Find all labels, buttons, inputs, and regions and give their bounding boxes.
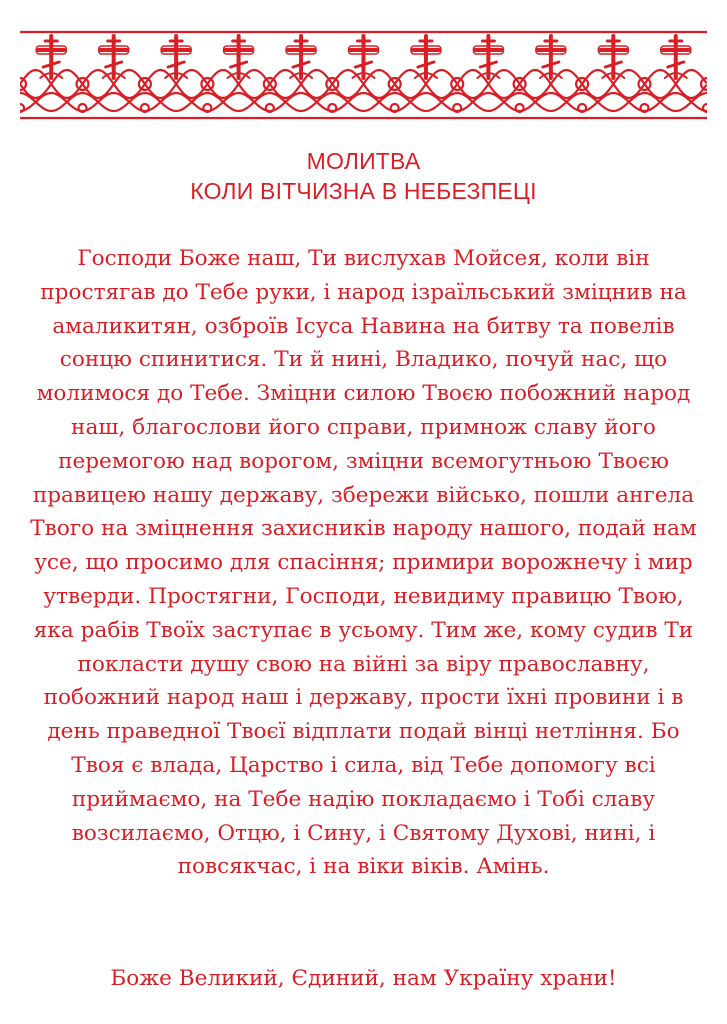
- title-line-2: КОЛИ ВІТЧИЗНА В НЕБЕЗПЕЦІ: [190, 178, 537, 204]
- prayer-body-text: Господи Боже наш, Ти вислухав Мойсея, коли він простягав до Тебе руки, і народ ізраїльський зміцнив на амаликитян, озброїв Ісуса Навина на битву та повелів сонцю спинитися. Ти й нині, Владико, почуй нас, що молимося до Тебе. Зміцни силою Твоєю побожний народ наш, благослови його справи, примнож славу його перемогою над ворогом, зміцни всемогутньою Твоєю правицею нашу державу, збережи військо, пошли ангела Твого на зміцнення захисників народу нашого, подай нам усе, що просимо для спасіння; примири ворожнечу і мир утверди. Простягни, Господи, невидиму правицю Твою, яка рабів Твоїх заступає в усьому. Тим же, кому судив Ти покласти душу свою на війні за віру православну, побожний народ наш і державу, прости їхні провини і в день праведної Твоєї відплати подай вінці нетління. Бо Твоя є влада, Царство і сила, від Тебе допомогу всі приймаємо, на Тебе надію покладаємо і Тобі славу возсилаємо, Отцю, і Сину, і Святому Духові, нині, і повсякчас, і на віки віків. Амінь.: [30, 246, 697, 880]
- prayer-title: [0, 146, 727, 206]
- closing-line: Боже Великий, Єдиний, нам Україну храни!: [110, 966, 617, 991]
- title-line-1: МОЛИТВА: [306, 148, 421, 174]
- ornament-border-icon: [20, 22, 707, 124]
